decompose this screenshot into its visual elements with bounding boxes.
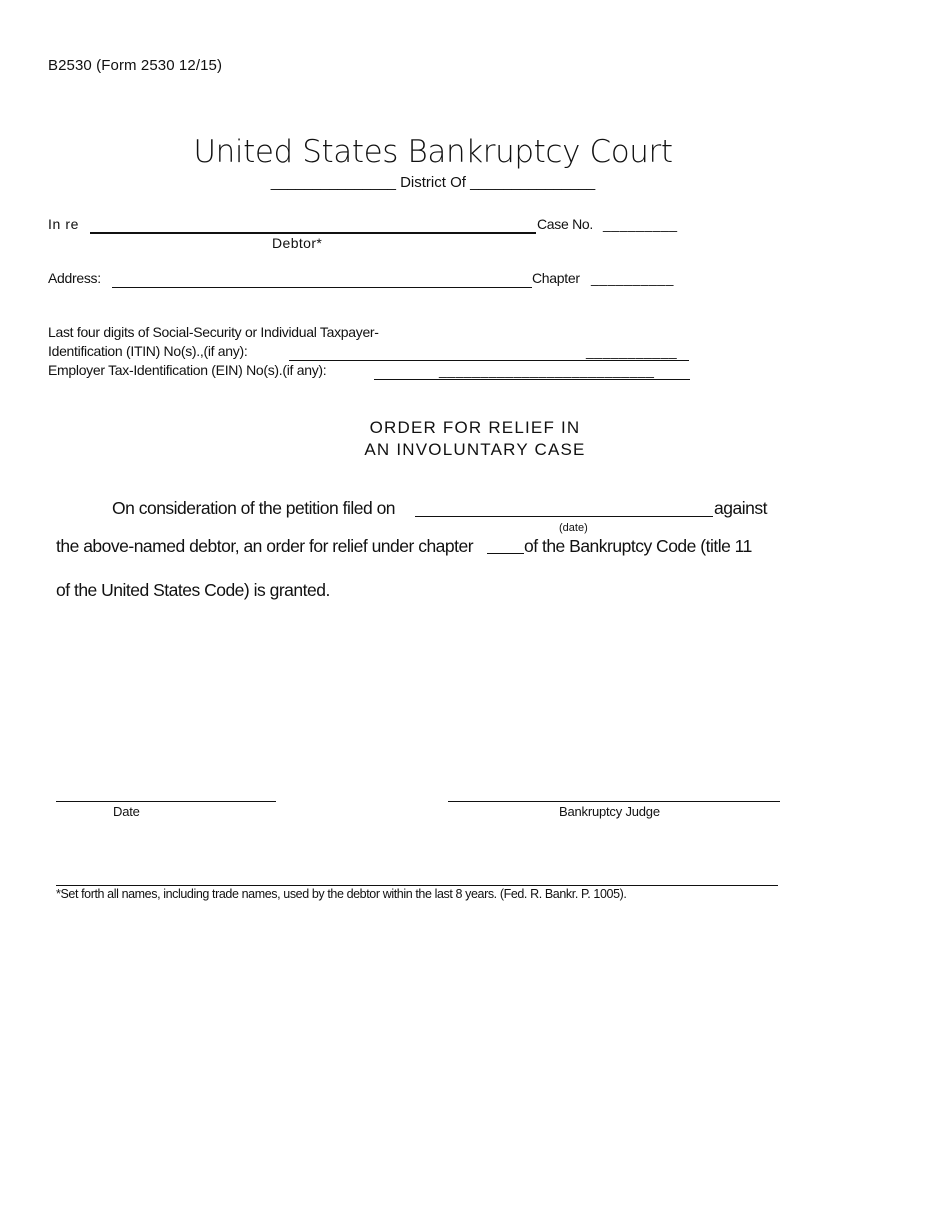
in-re-label: In re: [48, 216, 80, 232]
signature-date-label: Date: [113, 804, 140, 819]
footnote-divider: [56, 885, 778, 886]
order-text-part2: against: [714, 498, 767, 518]
case-no-field[interactable]: _________: [603, 216, 678, 232]
ein-field[interactable]: [374, 379, 690, 380]
order-text-part5: of the United States Code) is granted.: [56, 580, 330, 600]
chapter-label: Chapter: [532, 270, 580, 286]
footnote: *Set forth all names, including trade names, used by the debtor within the last 8 years. (Fed. R. Bankr. P. 1005).: [56, 887, 627, 901]
order-text-part4: of the Bankruptcy Code (title 11: [524, 536, 752, 556]
ein-label: Employer Tax-Identification (EIN) No(s).(if any):: [48, 362, 327, 378]
address-field[interactable]: [112, 287, 532, 288]
order-text-part1: On consideration of the petition filed on: [112, 498, 396, 518]
case-no-label: Case No.: [537, 216, 593, 232]
petition-date-field[interactable]: [415, 516, 713, 517]
address-label: Address:: [48, 270, 101, 286]
order-title-line2: AN INVOLUNTARY CASE: [364, 440, 586, 459]
ein-field-placeholder: __________________________: [439, 362, 655, 378]
debtor-name-field[interactable]: [90, 232, 536, 234]
chapter-number-field[interactable]: [487, 553, 524, 554]
ssn-label-line1: Last four digits of Social-Security or Individual Taxpayer-: [48, 324, 379, 340]
ssn-label-line2: Identification (ITIN) No(s).,(if any):: [48, 343, 248, 359]
ssn-field-placeholder: ___________: [586, 343, 678, 359]
ssn-field[interactable]: [289, 360, 689, 361]
order-text-part3: the above-named debtor, an order for relief under chapter: [56, 536, 474, 556]
signature-date-line[interactable]: [56, 801, 276, 802]
district-line[interactable]: _______________ District Of _______________: [270, 174, 596, 191]
judge-signature-label: Bankruptcy Judge: [559, 804, 660, 819]
court-title: United States Bankruptcy Court: [193, 134, 673, 170]
date-caption: (date): [559, 522, 588, 534]
order-title-line1: ORDER FOR RELIEF IN: [369, 418, 581, 437]
judge-signature-line[interactable]: [448, 801, 780, 802]
form-identifier: B2530 (Form 2530 12/15): [48, 57, 223, 74]
chapter-field[interactable]: __________: [591, 270, 674, 286]
debtor-label: Debtor*: [272, 235, 323, 251]
